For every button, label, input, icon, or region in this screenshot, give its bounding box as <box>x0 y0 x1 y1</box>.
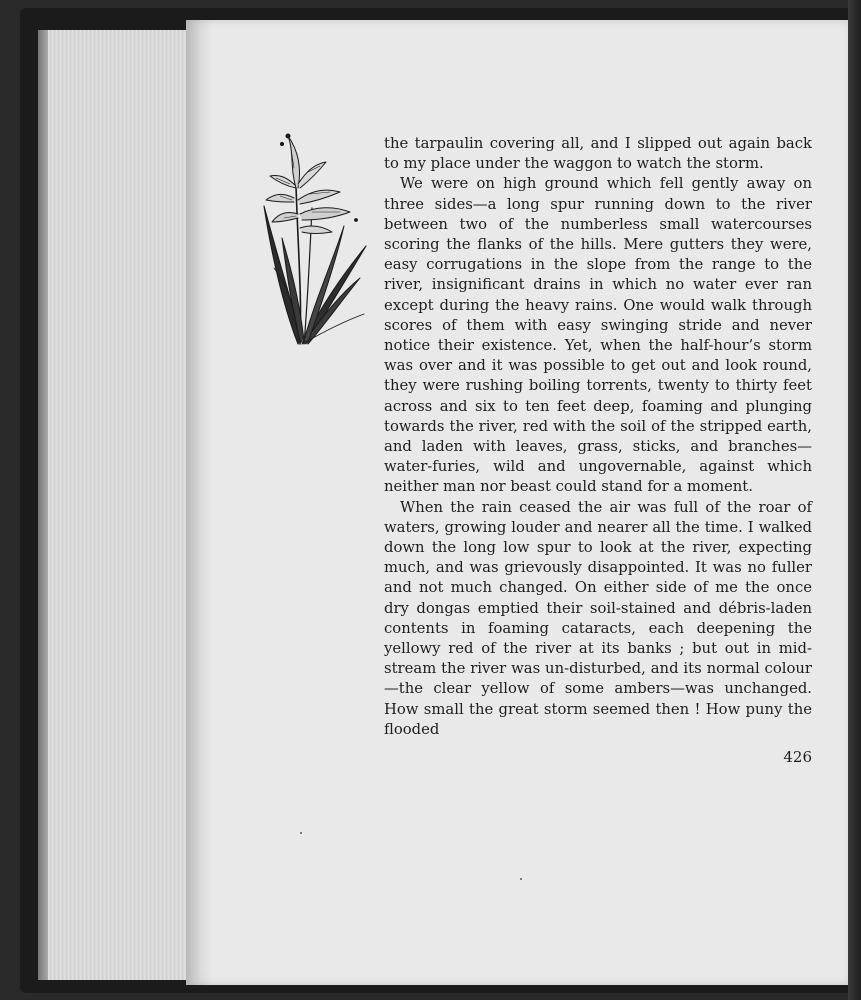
paragraph: When the rain ceased the air was full of the roar of waters, growing louder and nearer all the time. I walked down the long low spur to look at the river, expecting much, and was grievously disappointed. It was no fuller and not much changed. On either side of me the once dry dongas emptied their soil-stained and débris-laden contents in foaming cataracts, each deepening the yellowy red of the river at its banks ; but out in mid-stream the river was un-disturbed, and its normal colour—the clear yellow of some ambers—was unchanged. How small the great storm seemed then ! How puny the flooded <box>384 498 812 738</box>
body-text <box>384 134 812 740</box>
paragraph: We were on high ground which fell gently away on three sides—a long spur running down to the river between two of the numberless small watercourses scoring the flanks of the hills. Mere gutters they were, easy corrugations in the slope from the range to the river, insignificant drains in which no water ever ran except during the heavy rains. One would walk through scores of them with easy swinging stride and never notice their existence. Yet, when the half-hour’s storm was over and it was possible to get out and look round, they were rushing boiling torrents, twenty to thirty feet across and six to ten feet deep, foaming and plunging towards the river, red with the soil of the stripped earth, and laden with leaves, grass, sticks, and branches—water-furies, wild and ungovernable, against which neither man nor beast could stand for a moment. <box>384 175 812 496</box>
paper-speck <box>300 832 302 834</box>
page-number: 426 <box>783 748 812 766</box>
flower-illustration-icon <box>260 128 370 350</box>
gutter-shadow <box>186 20 212 985</box>
page-edges <box>38 30 198 980</box>
paragraph: the tarpaulin covering all, and I slipped out again back to my place under the waggon to watch the storm. <box>384 135 812 173</box>
paper-speck <box>520 878 522 880</box>
book-right-edge <box>848 0 861 1000</box>
